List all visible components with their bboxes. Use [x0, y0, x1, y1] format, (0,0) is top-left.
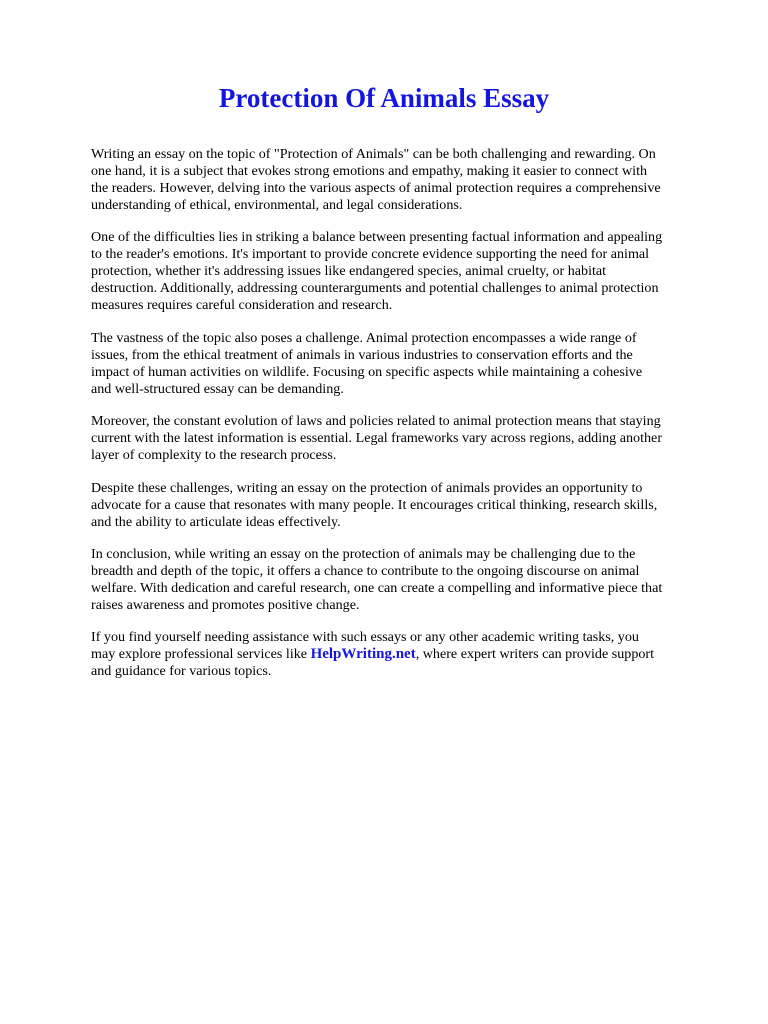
- paragraph-line: to the reader's emotions. It's important to provide concrete evidence supporting the need for animal: [91, 246, 650, 263]
- paragraph-line: measures requires careful consideration and research.: [91, 297, 393, 314]
- paragraph-line: and well-structured essay can be demanding.: [91, 380, 344, 397]
- closing-line-3: and guidance for various topics.: [91, 663, 272, 680]
- paragraph-line: One of the difficulties lies in striking a balance between presenting factual information and appealing: [91, 229, 663, 246]
- paragraph-line: the readers. However, delving into the various aspects of animal protection requires a comprehensive: [91, 180, 661, 196]
- paragraph-line: issues, from the ethical treatment of animals in various industries to conservation efforts and the: [91, 346, 633, 363]
- paragraph-line: impact of human activities on wildlife. Focusing on specific aspects while maintaining a cohesive: [91, 363, 643, 380]
- paragraph-line: Despite these challenges, writing an essay on the protection of animals provides an opportunity to: [91, 479, 643, 496]
- helpwriting-link[interactable]: HelpWriting.net: [310, 646, 416, 663]
- paragraph: [91, 413, 731, 464]
- paragraph-line: destruction. Additionally, addressing counterarguments and potential challenges to animal protection: [91, 280, 659, 297]
- paragraph-line: In conclusion, while writing an essay on the protection of animals may be challenging due to the: [91, 545, 636, 562]
- document-body: [91, 146, 731, 696]
- paragraph: [91, 146, 731, 214]
- paragraph: [91, 229, 731, 314]
- paragraph-line: breadth and depth of the topic, it offers a chance to contribute to the ongoing discourse on animal: [91, 562, 640, 579]
- closing-line-2-after: , where expert writers can provide support: [415, 646, 655, 663]
- paragraph-line: current with the latest information is essential. Legal frameworks vary across regions, adding another: [91, 430, 663, 447]
- paragraph-line: raises awareness and promotes positive change.: [91, 596, 360, 613]
- paragraph: [91, 480, 731, 531]
- closing-line-2-before: may explore professional services like: [91, 646, 311, 663]
- paragraph-line: and the ability to articulate ideas effectively.: [91, 513, 341, 530]
- paragraph: [91, 330, 731, 398]
- paragraph-line: protection, whether it's addressing issues like endangered species, animal cruelty, or habitat: [91, 263, 607, 280]
- paragraphs-container: [91, 146, 731, 614]
- paragraph-line: welfare. With dedication and careful research, one can create a compelling and informative piece that: [91, 579, 663, 596]
- closing-line-1: If you find yourself needing assistance with such essays or any other academic writing tasks, you: [91, 629, 639, 646]
- paragraph-line: Moreover, the constant evolution of laws and policies related to animal protection means that staying: [91, 413, 661, 430]
- paragraph-line: understanding of ethical, environmental, and legal considerations.: [91, 197, 463, 213]
- paragraph-line: advocate for a cause that resonates with many people. It encourages critical thinking, research skills,: [91, 496, 658, 513]
- closing-paragraph: [91, 629, 731, 680]
- document-title: Protection Of Animals Essay: [218, 83, 550, 113]
- paragraph-line: layer of complexity to the research process.: [91, 447, 337, 464]
- paragraph: [91, 546, 731, 614]
- closing-line-2: [91, 646, 731, 663]
- paragraph-line: Writing an essay on the topic of "Protection of Animals" can be both challenging and rewarding. On: [91, 146, 656, 162]
- paragraph-line: one hand, it is a subject that evokes strong emotions and empathy, making it easier to connect with: [91, 163, 648, 179]
- paragraph-line: The vastness of the topic also poses a challenge. Animal protection encompasses a wide range of: [91, 329, 637, 346]
